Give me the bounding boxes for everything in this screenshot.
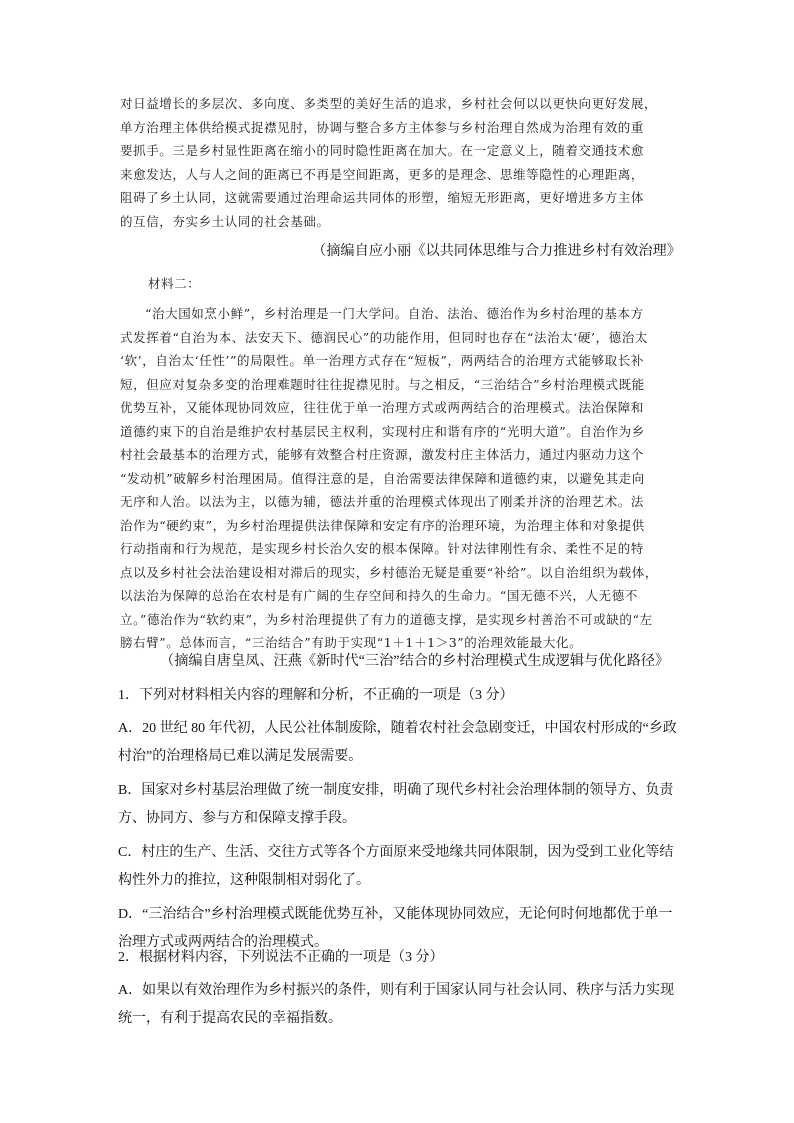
option-c (118, 839, 677, 895)
text-line: “发动机”破解乡村治理困局。值得注意的是，自治需要法律保障和道德约束，以避免其走向 (120, 470, 645, 486)
option-line: C．村庄的生产、生活、交往方式等各个方面原来受地缘共同体限制，因为受到工业化等结 (118, 845, 674, 860)
option-line: A．如果以有效治理作为乡村振兴的条件，则有利于国家认同与社会认同、秩序与活力实现 (118, 983, 675, 998)
text-line: 治作为“硬约束”，为乡村治理提供法律保障和安定有序的治理环境，为治理主体和对象提供 (120, 517, 645, 533)
material1-tail (120, 92, 657, 233)
question-stem: 1．下列对材料相关内容的理解和分析，不正确的一项是（3 分） (118, 688, 514, 703)
option-line: 治理方式或两两结合的治理模式。 (118, 935, 328, 950)
material2-label: 材料二： (148, 276, 201, 291)
option-b (118, 777, 677, 833)
option-line: D．“三治结合”乡村治理模式既能优势互补，又能体现协同效应，无论何时何地都优于单一 (118, 907, 673, 922)
text-line: 行动指南和行为规范，是实现乡村长治久安的根本保障。针对法律刚性有余、柔性不足的特 (120, 541, 645, 556)
text-line: 要抓手。三是乡村显性距离在缩小的同时隐性距离在加大。在一定意义上，随着交通技术愈 (120, 143, 645, 158)
option-line: 构性外力的推拉，这种限制相对弱化了。 (118, 873, 370, 888)
option-line: B．国家对乡村基层治理做了统一制度安排，明确了现代乡村社会治理体制的领导方、负责 (118, 783, 674, 798)
text-line: 的互信，夯实乡土认同的社会基础。 (120, 213, 330, 229)
text-line: 阻碍了乡土认同，这就需要通过治理命运共同体的形塑，缩短无形距离，更好增进多方主体 (120, 190, 645, 205)
source-citation-1: （摘编自应小丽《以共同体思维与合力推进乡村有效治理》 (312, 243, 681, 259)
question-1 (118, 682, 677, 957)
text-line: 点以及乡村社会法治建设相对滞后的现实，乡村德治无疑是重要“补给”。以自治组织为载体， (120, 564, 658, 580)
text-line: 立。”德治作为“软约束”，为乡村治理提供了有力的道德支撑，是实现乡村善治不可或缺的“左 (120, 611, 653, 627)
text-line: 膀右臂”。总体而言，“三治结合”有助于实现“1＋1＋1＞3”的治理效能最大化。 (120, 635, 583, 650)
text-line: 优势互补，又能体现协同效应，往往优于单一治理方式或两两结合的治理模式。法治保障和 (120, 400, 645, 415)
text-line: 单方治理主体供给模式捉襟见肘，协调与整合多方主体参与乡村治理自然成为治理有效的重 (120, 119, 645, 135)
option-line: A．20 世纪 80 年代初，人民公社体制废除，随着农村社会急剧变迁，中国农村形成的“乡政 (118, 721, 677, 736)
text-line: ‘软’，自治太‘任性’”的局限性。单一治理方式存在“短板”，两两结合的治理方式能够取长补 (120, 353, 644, 368)
text-line: 来愈发达，人与人之间的距离已不再是空间距离，更多的是理念、思维等隐性的心理距离， (120, 166, 645, 182)
text-line: 以法治为保障的总治在农村是有广阔的生存空间和持久的生命力。“国无德不兴，人无德不 (120, 588, 638, 603)
text-line: “治大国如烹小鲜”，乡村治理是一门大学问。自治、法治、德治作为乡村治理的基本方 (145, 306, 644, 321)
material2-body (120, 302, 658, 655)
text-line: 无序和人治。以法为主，以德为辅，德法并重的治理模式体现出了刚柔并济的治理艺术。法 (120, 494, 645, 509)
option-line: 统一，有利于提高农民的幸福指数。 (118, 1011, 342, 1026)
option-line: 村治”的治理格局已难以满足发展需要。 (118, 749, 363, 764)
text-line: 式发挥着“自治为本、法安天下、德润民心”的功能作用，但同时也存在“法治太‘硬’，德治太 (120, 329, 648, 345)
option-a (118, 977, 674, 1033)
source-citation-2: （摘编自唐皇凤、汪燕《新时代“三治”结合的乡村治理模式生成逻辑与优化路径》 (160, 653, 670, 669)
option-a (118, 715, 677, 771)
text-line: 对日益增长的多层次、多向度、多类型的美好生活的追求，乡村社会何以以更快向更好发展， (120, 96, 658, 111)
text-line: 村社会最基本的治理方式，能够有效整合村庄资源，激发村庄主体活力，通过内驱动力这个 (120, 447, 645, 462)
question-2 (118, 944, 674, 1033)
text-line: 道德约束下的自治是维护农村基层民主权利，实现村庄和谐有序的“光明大道”。自治作为乡 (120, 423, 645, 439)
option-line: 方、协同方、参与方和保障支撑手段。 (118, 811, 356, 826)
question-stem: 2．根据材料内容，下列说法不正确的一项是（3 分） (118, 950, 444, 965)
text-line: 短，但应对复杂多变的治理难题时往往捉襟见肘。与之相反，“三治结合”乡村治理模式既能 (120, 376, 645, 392)
